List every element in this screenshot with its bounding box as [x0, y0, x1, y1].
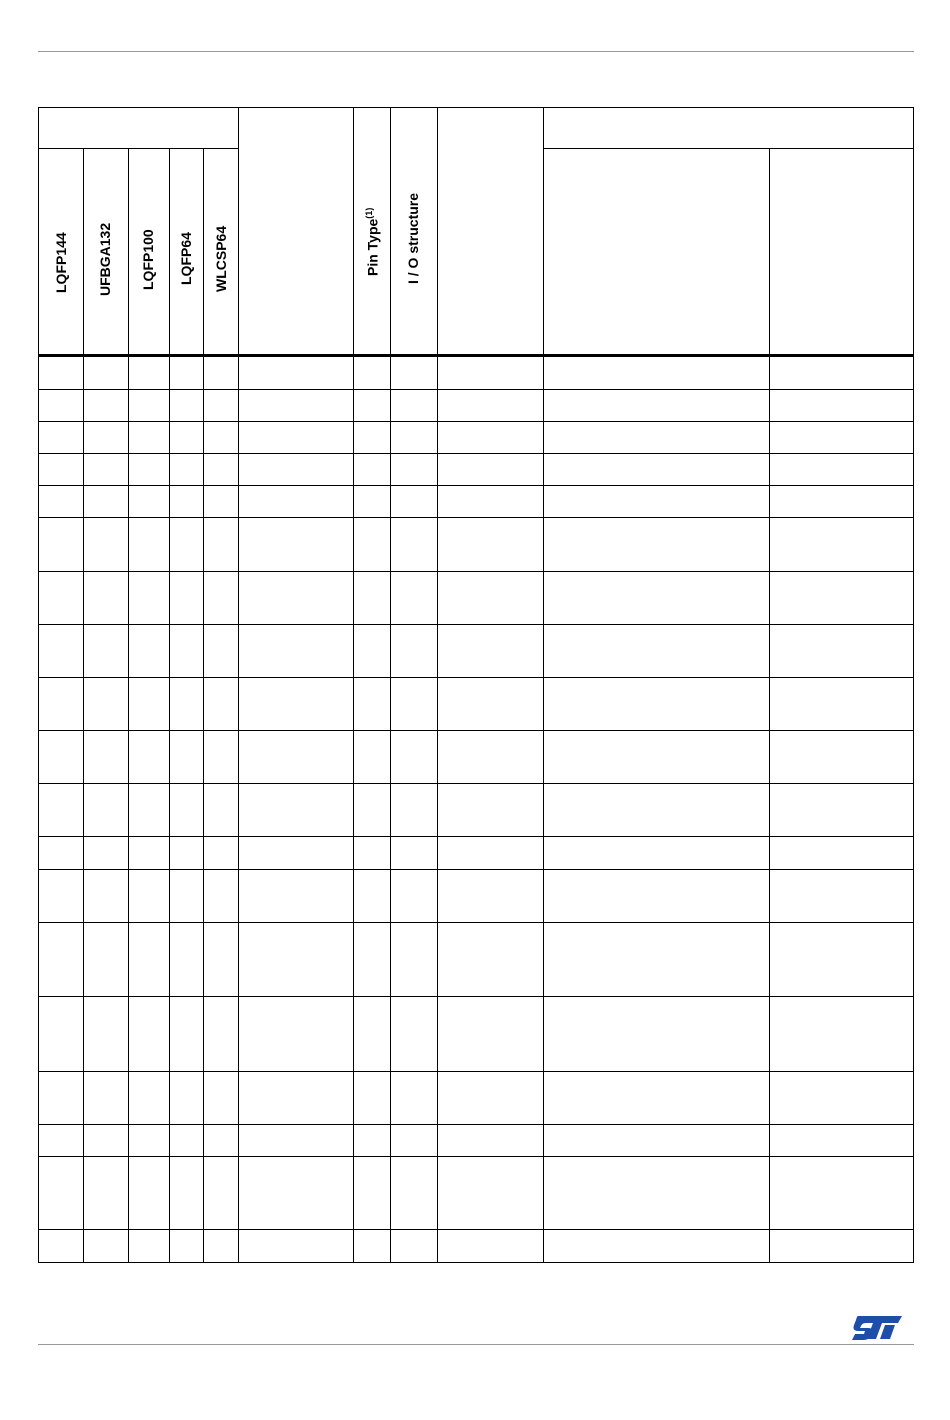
row-divider [39, 517, 914, 518]
row-divider [39, 1071, 914, 1072]
col-divider [769, 148, 770, 1263]
col-header-pin-type [364, 208, 381, 276]
row-divider [39, 571, 914, 572]
row-divider [39, 485, 914, 486]
row-divider [39, 624, 914, 625]
pin-type-footnote: (1) [364, 207, 374, 219]
col-divider [390, 108, 391, 1263]
st-logo [852, 1313, 908, 1341]
row-divider [39, 1229, 914, 1230]
row-divider [39, 922, 914, 923]
row-divider [39, 389, 914, 390]
row-divider [39, 869, 914, 870]
col-header-lqfp64: LQFP64 [178, 232, 194, 285]
pinout-table [38, 107, 914, 1263]
col-header-lqfp100: LQFP100 [140, 229, 156, 290]
row-divider [39, 1124, 914, 1125]
row-divider [39, 836, 914, 837]
col-divider [128, 148, 129, 1263]
col-divider [203, 148, 204, 1263]
col-divider [238, 108, 239, 1263]
row-divider [39, 677, 914, 678]
header-bottom-rule [39, 354, 914, 357]
row-divider [39, 783, 914, 784]
col-header-ufbga132: UFBGA132 [97, 222, 113, 296]
footer-rule [38, 1344, 914, 1345]
col-header-io-structure: I / O structure [405, 192, 421, 284]
col-header-lqfp144: LQFP144 [53, 232, 69, 293]
col-divider [169, 148, 170, 1263]
row-divider [39, 421, 914, 422]
col-divider [83, 148, 84, 1263]
col-header-wlcsp64: WLCSP64 [213, 225, 229, 292]
row-divider [39, 1156, 914, 1157]
header-split [543, 148, 914, 149]
col-divider [437, 108, 438, 1263]
row-divider [39, 453, 914, 454]
header-split [39, 148, 238, 149]
pin-type-label: Pin Type [364, 218, 381, 276]
col-divider [353, 108, 354, 1263]
row-divider [39, 730, 914, 731]
col-divider [543, 108, 544, 1263]
header-rule [38, 51, 914, 52]
row-divider [39, 996, 914, 997]
